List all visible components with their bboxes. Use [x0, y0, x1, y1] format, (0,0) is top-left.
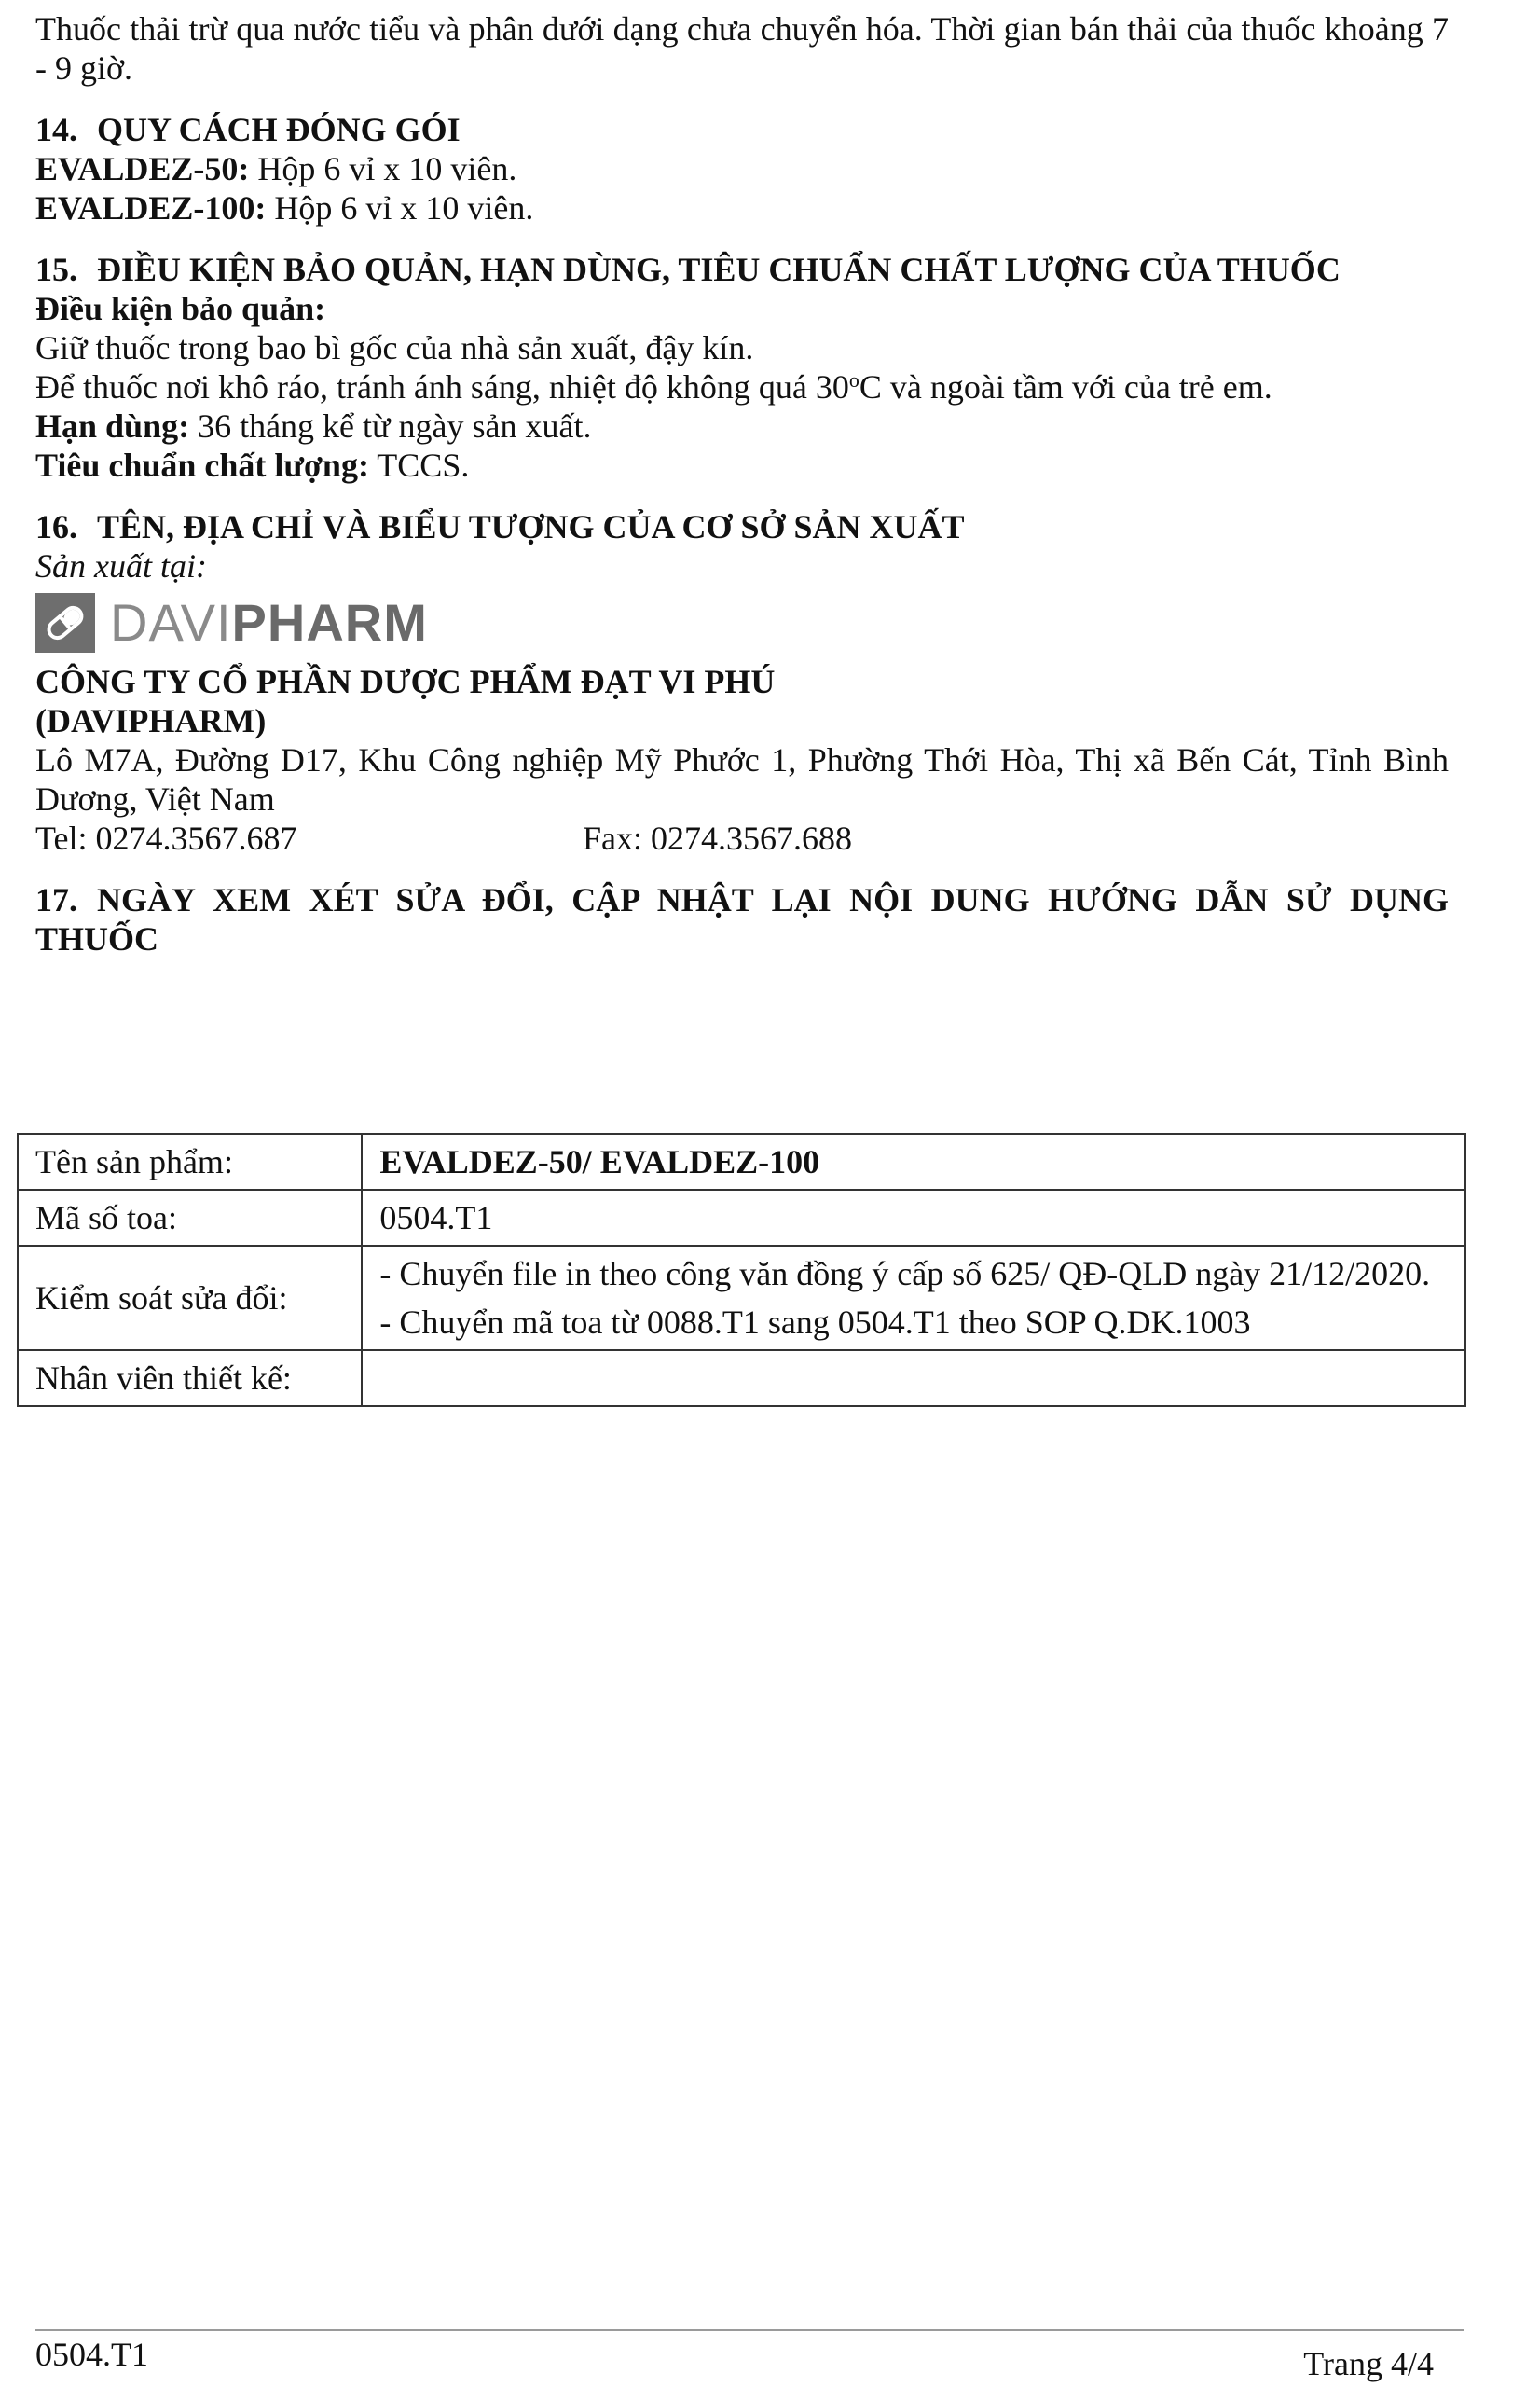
- table-row: [18, 1246, 1465, 1350]
- storage-label: Điều kiện bảo quản:: [35, 290, 326, 327]
- product-label: EVALDEZ-50:: [35, 150, 250, 187]
- quality-standard-text: TCCS.: [368, 447, 470, 484]
- designer-label: Nhân viên thiết kế:: [18, 1350, 362, 1406]
- section-16-heading: [35, 507, 1449, 546]
- section-number: 17.: [35, 881, 77, 918]
- product-name-value: EVALDEZ-50/ EVALDEZ-100: [362, 1134, 1465, 1190]
- company-name: CÔNG TY CỔ PHẦN DƯỢC PHẨM ĐẠT VI PHÚ: [35, 663, 776, 700]
- storage-line-2: [35, 367, 1449, 407]
- pill-icon: [35, 593, 95, 653]
- degree-superscript: o: [848, 368, 859, 392]
- logo-wordmark-light: DAVI: [110, 593, 232, 652]
- contact-line: [35, 819, 1449, 858]
- table-row: [18, 1190, 1465, 1246]
- section-title: QUY CÁCH ĐÓNG GÓI: [97, 111, 461, 148]
- table-row: [18, 1350, 1465, 1406]
- designer-value: [362, 1350, 1465, 1406]
- davipharm-logo: [35, 589, 1449, 656]
- document-page: [35, 9, 1449, 959]
- packaging-text: Hộp 6 vỉ x 10 viên.: [249, 150, 517, 187]
- storage-line-1: Giữ thuốc trong bao bì gốc của nhà sản xuất, đậy kín.: [35, 329, 754, 366]
- shelf-life-line: [35, 407, 1449, 446]
- quality-standard-line: [35, 446, 1449, 485]
- packaging-line-50: [35, 149, 1449, 188]
- revision-control-value: [362, 1246, 1465, 1350]
- fax: Fax: 0274.3567.688: [583, 820, 853, 857]
- revision-control-label: Kiểm soát sửa đổi:: [18, 1246, 362, 1350]
- logo-wordmark-dark: PHARM: [231, 593, 428, 652]
- product-label: EVALDEZ-100:: [35, 189, 267, 227]
- packaging-line-100: [35, 188, 1449, 228]
- logo-wordmark: [110, 593, 428, 653]
- company-address: Lô M7A, Đường D17, Khu Công nghiệp Mỹ Phước 1, Phường Thới Hòa, Thị xã Bến Cát, Tỉnh Bình Dương, Việt Nam: [35, 741, 1449, 818]
- revision-note-2: - Chuyển mã toa từ 0088.T1 sang 0504.T1 theo SOP Q.DK.1003: [379, 1304, 1251, 1341]
- company-short-name: (DAVIPHARM): [35, 702, 267, 739]
- section-15-heading: [35, 250, 1449, 289]
- leaflet-code-label: Mã số toa:: [18, 1190, 362, 1246]
- made-at-text: Sản xuất tại:: [35, 547, 207, 585]
- footer-divider: [35, 2329, 1464, 2331]
- leaflet-code-value: 0504.T1: [362, 1190, 1465, 1246]
- section-16: [35, 507, 1449, 858]
- section-title: TÊN, ĐỊA CHỈ VÀ BIỂU TƯỢNG CỦA CƠ SỞ SẢN XUẤT: [97, 508, 965, 545]
- section-number: 16.: [35, 508, 77, 545]
- revision-note-1: - Chuyển file in theo công văn đồng ý cấp số 625/ QĐ-QLD ngày 21/12/2020.: [379, 1255, 1431, 1292]
- table-row: [18, 1134, 1465, 1190]
- storage-text: Để thuốc nơi khô ráo, tránh ánh sáng, nhiệt độ không quá 30: [35, 368, 849, 406]
- page-number: Trang 4/4: [1303, 2345, 1434, 2382]
- elimination-paragraph: Thuốc thải trừ qua nước tiểu và phân dưới dạng chưa chuyển hóa. Thời gian bán thải của thuốc khoảng 7 - 9 giờ.: [35, 10, 1449, 87]
- revision-control-table: [17, 1133, 1466, 1407]
- section-14: [35, 110, 1449, 228]
- section-number: 15.: [35, 251, 77, 288]
- section-17: [35, 880, 1449, 959]
- storage-text: C và ngoài tầm với của trẻ em.: [859, 368, 1272, 406]
- section-title: ĐIỀU KIỆN BẢO QUẢN, HẠN DÙNG, TIÊU CHUẨN CHẤT LƯỢNG CỦA THUỐC: [97, 251, 1341, 288]
- packaging-text: Hộp 6 vỉ x 10 viên.: [266, 189, 534, 227]
- made-at-label: [35, 546, 1449, 586]
- section-15: [35, 250, 1449, 485]
- section-number: 14.: [35, 111, 77, 148]
- product-name-label: Tên sản phẩm:: [18, 1134, 362, 1190]
- section-17-heading: [35, 880, 1449, 959]
- quality-standard-label: Tiêu chuẩn chất lượng:: [35, 447, 369, 484]
- section-title: NGÀY XEM XÉT SỬA ĐỔI, CẬP NHẬT LẠI NỘI DUNG HƯỚNG DẪN SỬ DỤNG THUỐC: [35, 881, 1449, 958]
- telephone: Tel: 0274.3567.687: [35, 820, 297, 857]
- shelf-life-text: 36 tháng kể từ ngày sản xuất.: [189, 407, 592, 445]
- section-14-heading: [35, 110, 1449, 149]
- shelf-life-label: Hạn dùng:: [35, 407, 190, 445]
- footer-leaflet-code: 0504.T1: [35, 2336, 148, 2373]
